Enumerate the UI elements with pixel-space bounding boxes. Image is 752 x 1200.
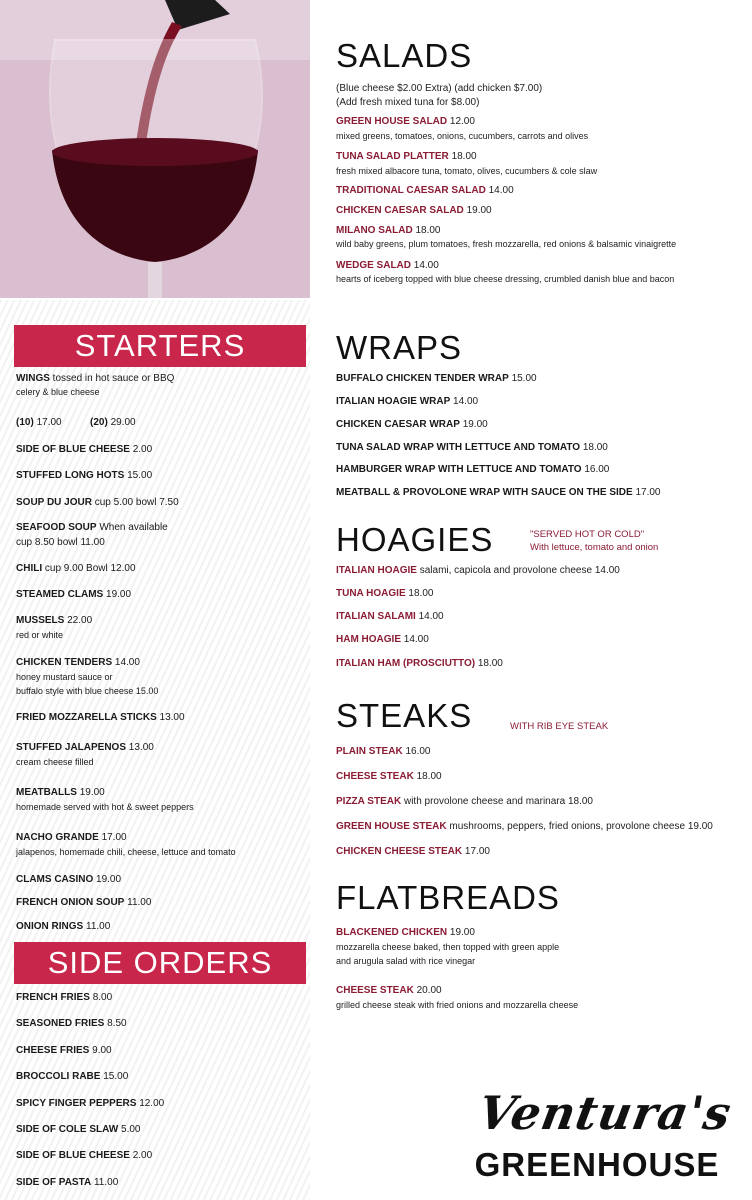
menu-item: NACHO GRANDE 17.00 [16, 832, 127, 843]
menu-item: CHEESE STEAK 20.00 [336, 985, 442, 996]
menu-item: CHICKEN CHEESE STEAK 17.00 [336, 846, 490, 857]
item-description: celery & blue cheese [16, 387, 100, 397]
item-description: cup 8.50 bowl 11.00 [16, 537, 105, 548]
menu-item: (10) 17.00 [16, 417, 62, 428]
menu-item: SOUP DU JOUR cup 5.00 bowl 7.50 [16, 497, 179, 508]
hoagies-subtitle: With lettuce, tomato and onion [530, 542, 659, 553]
menu-item: SPICY FINGER PEPPERS 12.00 [16, 1098, 165, 1109]
item-description: wild baby greens, plum tomatoes, fresh mozzarella, red onions & balsamic vinaigrette [336, 239, 677, 249]
menu-item: CHEESE STEAK 18.00 [336, 771, 442, 782]
item-description: grilled cheese steak with fried onions and mozzarella cheese [336, 1000, 579, 1010]
menu-item: MUSSELS 22.00 [16, 615, 93, 626]
menu-item: SIDE OF BLUE CHEESE 2.00 [16, 1150, 153, 1161]
menu-item: SIDE OF BLUE CHEESE 2.00 [16, 444, 153, 455]
item-description: honey mustard sauce or [16, 672, 113, 682]
item-description: cream cheese filled [16, 757, 94, 767]
menu-item: SEASONED FRIES 8.50 [16, 1018, 127, 1029]
menu-item: CHICKEN CAESAR WRAP 19.00 [336, 419, 488, 430]
menu-item: CHICKEN TENDERS 14.00 [16, 657, 140, 668]
menu-item: STEAMED CLAMS 19.00 [16, 589, 132, 600]
menu-item: CHEESE FRIES 9.00 [16, 1045, 112, 1056]
menu-item: BROCCOLI RABE 15.00 [16, 1071, 129, 1082]
brand-script-logo: Ventura's [474, 1086, 736, 1140]
menu-item: MEATBALL & PROVOLONE WRAP WITH SAUCE ON THE SIDE 17.00 [336, 487, 661, 498]
item-description: buffalo style with blue cheese 15.00 [16, 686, 159, 696]
menu-item: TUNA SALAD WRAP WITH LETTUCE AND TOMATO 18.00 [336, 442, 608, 453]
salads-note: (Blue cheese $2.00 Extra) (add chicken $7.00) [336, 83, 543, 94]
salads-note: (Add fresh mixed tuna for $8.00) [336, 97, 480, 108]
flatbreads-title: FLATBREADS [336, 879, 560, 916]
menu-item: FRENCH FRIES 8.00 [16, 992, 113, 1003]
menu-item: HAMBURGER WRAP WITH LETTUCE AND TOMATO 16.00 [336, 464, 610, 475]
menu-item: TRADITIONAL CAESAR SALAD 14.00 [336, 185, 514, 196]
menu-item: ITALIAN HOAGIE salami, capicola and provolone cheese 14.00 [336, 565, 620, 576]
menu-item: ONION RINGS 11.00 [16, 921, 111, 932]
item-description: homemade served with hot & sweet peppers [16, 802, 194, 812]
menu-item: SEAFOOD SOUP When available [16, 522, 168, 533]
menu-item: WINGS tossed in hot sauce or BBQ [16, 373, 175, 384]
menu-item: STUFFED JALAPENOS 13.00 [16, 742, 154, 753]
hoagies-subtitle: "SERVED HOT OR COLD" [530, 529, 645, 540]
item-description: fresh mixed albacore tuna, tomato, olives, cucumbers & cole slaw [336, 166, 598, 176]
item-description: hearts of iceberg topped with blue cheese dressing, crumbled danish blue and bacon [336, 274, 675, 284]
menu-item: TUNA SALAD PLATTER 18.00 [336, 151, 477, 162]
menu-item: FRENCH ONION SOUP 11.00 [16, 897, 152, 908]
menu-item: TUNA HOAGIE 18.00 [336, 588, 434, 599]
menu-item: ITALIAN HAM (PROSCIUTTO) 18.00 [336, 658, 503, 669]
menu-item: FRIED MOZZARELLA STICKS 13.00 [16, 712, 185, 723]
menu-item: BUFFALO CHICKEN TENDER WRAP 15.00 [336, 373, 537, 384]
menu-item: PIZZA STEAK with provolone cheese and marinara 18.00 [336, 796, 593, 807]
menu-item: MEATBALLS 19.00 [16, 787, 105, 798]
menu-item: HAM HOAGIE 14.00 [336, 634, 429, 645]
menu-item: GREEN HOUSE SALAD 12.00 [336, 116, 475, 127]
wine-glass-illustration [0, 0, 310, 298]
menu-item: CLAMS CASINO 19.00 [16, 874, 122, 885]
steaks-title: STEAKS [336, 697, 473, 734]
salads-title: SALADS [336, 37, 473, 74]
starters-header: STARTERS [14, 325, 306, 367]
item-description: mixed greens, tomatoes, onions, cucumbers, carrots and olives [336, 131, 589, 141]
item-description: red or white [16, 630, 64, 640]
wraps-title: WRAPS [336, 329, 463, 366]
hoagies-title: HOAGIES [336, 521, 494, 558]
steaks-subtitle: WITH RIB EYE STEAK [510, 721, 609, 732]
menu-item: (20) 29.00 [90, 417, 136, 428]
item-description: and arugula salad with rice vinegar [336, 956, 476, 966]
menu-item: ITALIAN HOAGIE WRAP 14.00 [336, 396, 479, 407]
menu-item: STUFFED LONG HOTS 15.00 [16, 470, 153, 481]
menu-item: CHILI cup 9.00 Bowl 12.00 [16, 563, 136, 574]
side-orders-header: SIDE ORDERS [14, 942, 306, 984]
menu-item: SIDE OF PASTA 11.00 [16, 1177, 119, 1188]
item-description: mozzarella cheese baked, then topped with green apple [336, 942, 560, 952]
wine-glass-photo [0, 0, 310, 298]
brand-name: GREENHOUSE [474, 1146, 720, 1183]
menu-item: BLACKENED CHICKEN 19.00 [336, 927, 475, 938]
item-description: jalapenos, homemade chili, cheese, lettuce and tomato [16, 847, 236, 857]
menu-item: CHICKEN CAESAR SALAD 19.00 [336, 205, 492, 216]
menu-item: SIDE OF COLE SLAW 5.00 [16, 1124, 141, 1135]
menu-item: GREEN HOUSE STEAK mushrooms, peppers, fried onions, provolone cheese 19.00 [336, 821, 713, 832]
menu-item: WEDGE SALAD 14.00 [336, 260, 439, 271]
menu-item: MILANO SALAD 18.00 [336, 225, 441, 236]
menu-item: PLAIN STEAK 16.00 [336, 746, 431, 757]
menu-item: ITALIAN SALAMI 14.00 [336, 611, 444, 622]
